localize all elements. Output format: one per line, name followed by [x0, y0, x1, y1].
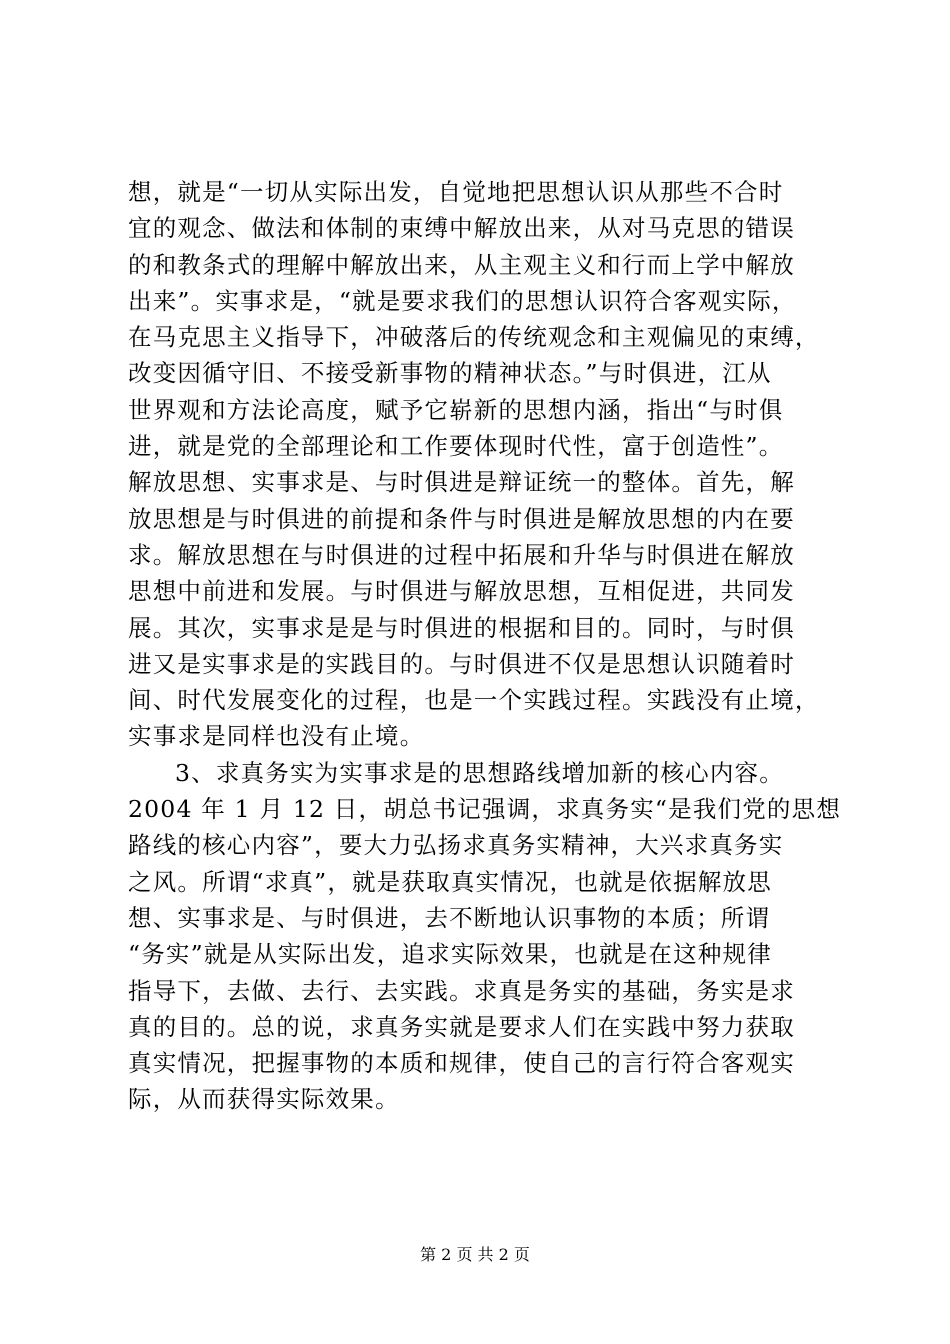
text-line: 路线的核心内容”，要大力弘扬求真务实精神，大兴求真务实 [128, 831, 784, 860]
text-line: 真的目的。总的说，求真务实就是要求人们在实践中努力获取 [128, 1012, 795, 1041]
text-line: 放思想是与时俱进的前提和条件与时俱进是解放思想的内在要 [128, 504, 795, 533]
text-line: 求。解放思想在与时俱进的过程中拓展和升华与时俱进在解放 [128, 540, 795, 569]
text-line: 宜的观念、做法和体制的束缚中解放出来，从对马克思的错误 [128, 214, 795, 243]
page-number-footer: 第 2 页 共 2 页 [420, 1245, 530, 1264]
text-line: 2004 年 1 月 12 日，胡总书记强调，求真务实“是我们党的思想 [128, 795, 842, 824]
text-line: 进，就是党的全部理论和工作要体现时代性，富于创造性”。 [128, 432, 784, 461]
text-line: 进又是实事求是的实践目的。与时俱进不仅是思想认识随着时 [128, 649, 795, 678]
text-line: 出来”。实事求是，“就是要求我们的思想认识符合客观实际， [128, 286, 797, 315]
text-line: 思想中前进和发展。与时俱进与解放思想，互相促进，共同发 [128, 577, 795, 606]
text-line: “务实”就是从实际出发，追求实际效果，也就是在这种规律 [128, 940, 772, 969]
text-line: 想、实事求是、与时俱进，去不断地认识事物的本质；所谓 [128, 903, 771, 932]
body-text [128, 174, 840, 1118]
text-line: 想，就是“一切从实际出发，自觉地把思想认识从那些不合时 [128, 178, 784, 206]
text-line: 的和教条式的理解中解放出来，从主观主义和行而上学中解放 [128, 250, 795, 279]
text-line: 间、时代发展变化的过程，也是一个实践过程。实践没有止境， [128, 686, 820, 715]
text-line: 真实情况，把握事物的本质和规律，使自己的言行符合客观实 [128, 1049, 795, 1078]
text-line: 指导下，去做、去行、去实践。求真是务实的基础，务实是求 [128, 976, 795, 1005]
text-line: 世界观和方法论高度，赋予它崭新的思想内涵，指出“与时俱 [128, 395, 784, 424]
text-line: 际，从而获得实际效果。 [128, 1085, 400, 1114]
text-line: 展。其次，实事求是是与时俱进的根据和目的。同时，与时俱 [128, 613, 795, 642]
text-line: 改变因循守旧、不接受新事物的精神状态。”与时俱进，江从 [128, 359, 772, 388]
text-line: 之风。所谓“求真”，就是获取真实情况，也就是依据解放思 [128, 867, 772, 896]
text-line: 实事求是同样也没有止境。 [128, 722, 425, 751]
text-line: 在马克思主义指导下，冲破落后的传统观念和主观偏见的束缚， [128, 323, 820, 352]
section-heading-line: 3、求真务实为实事求是的思想路线增加新的核心内容。 [175, 758, 784, 787]
text-line: 解放思想、实事求是、与时俱进是辩证统一的整体。首先，解 [128, 468, 795, 497]
